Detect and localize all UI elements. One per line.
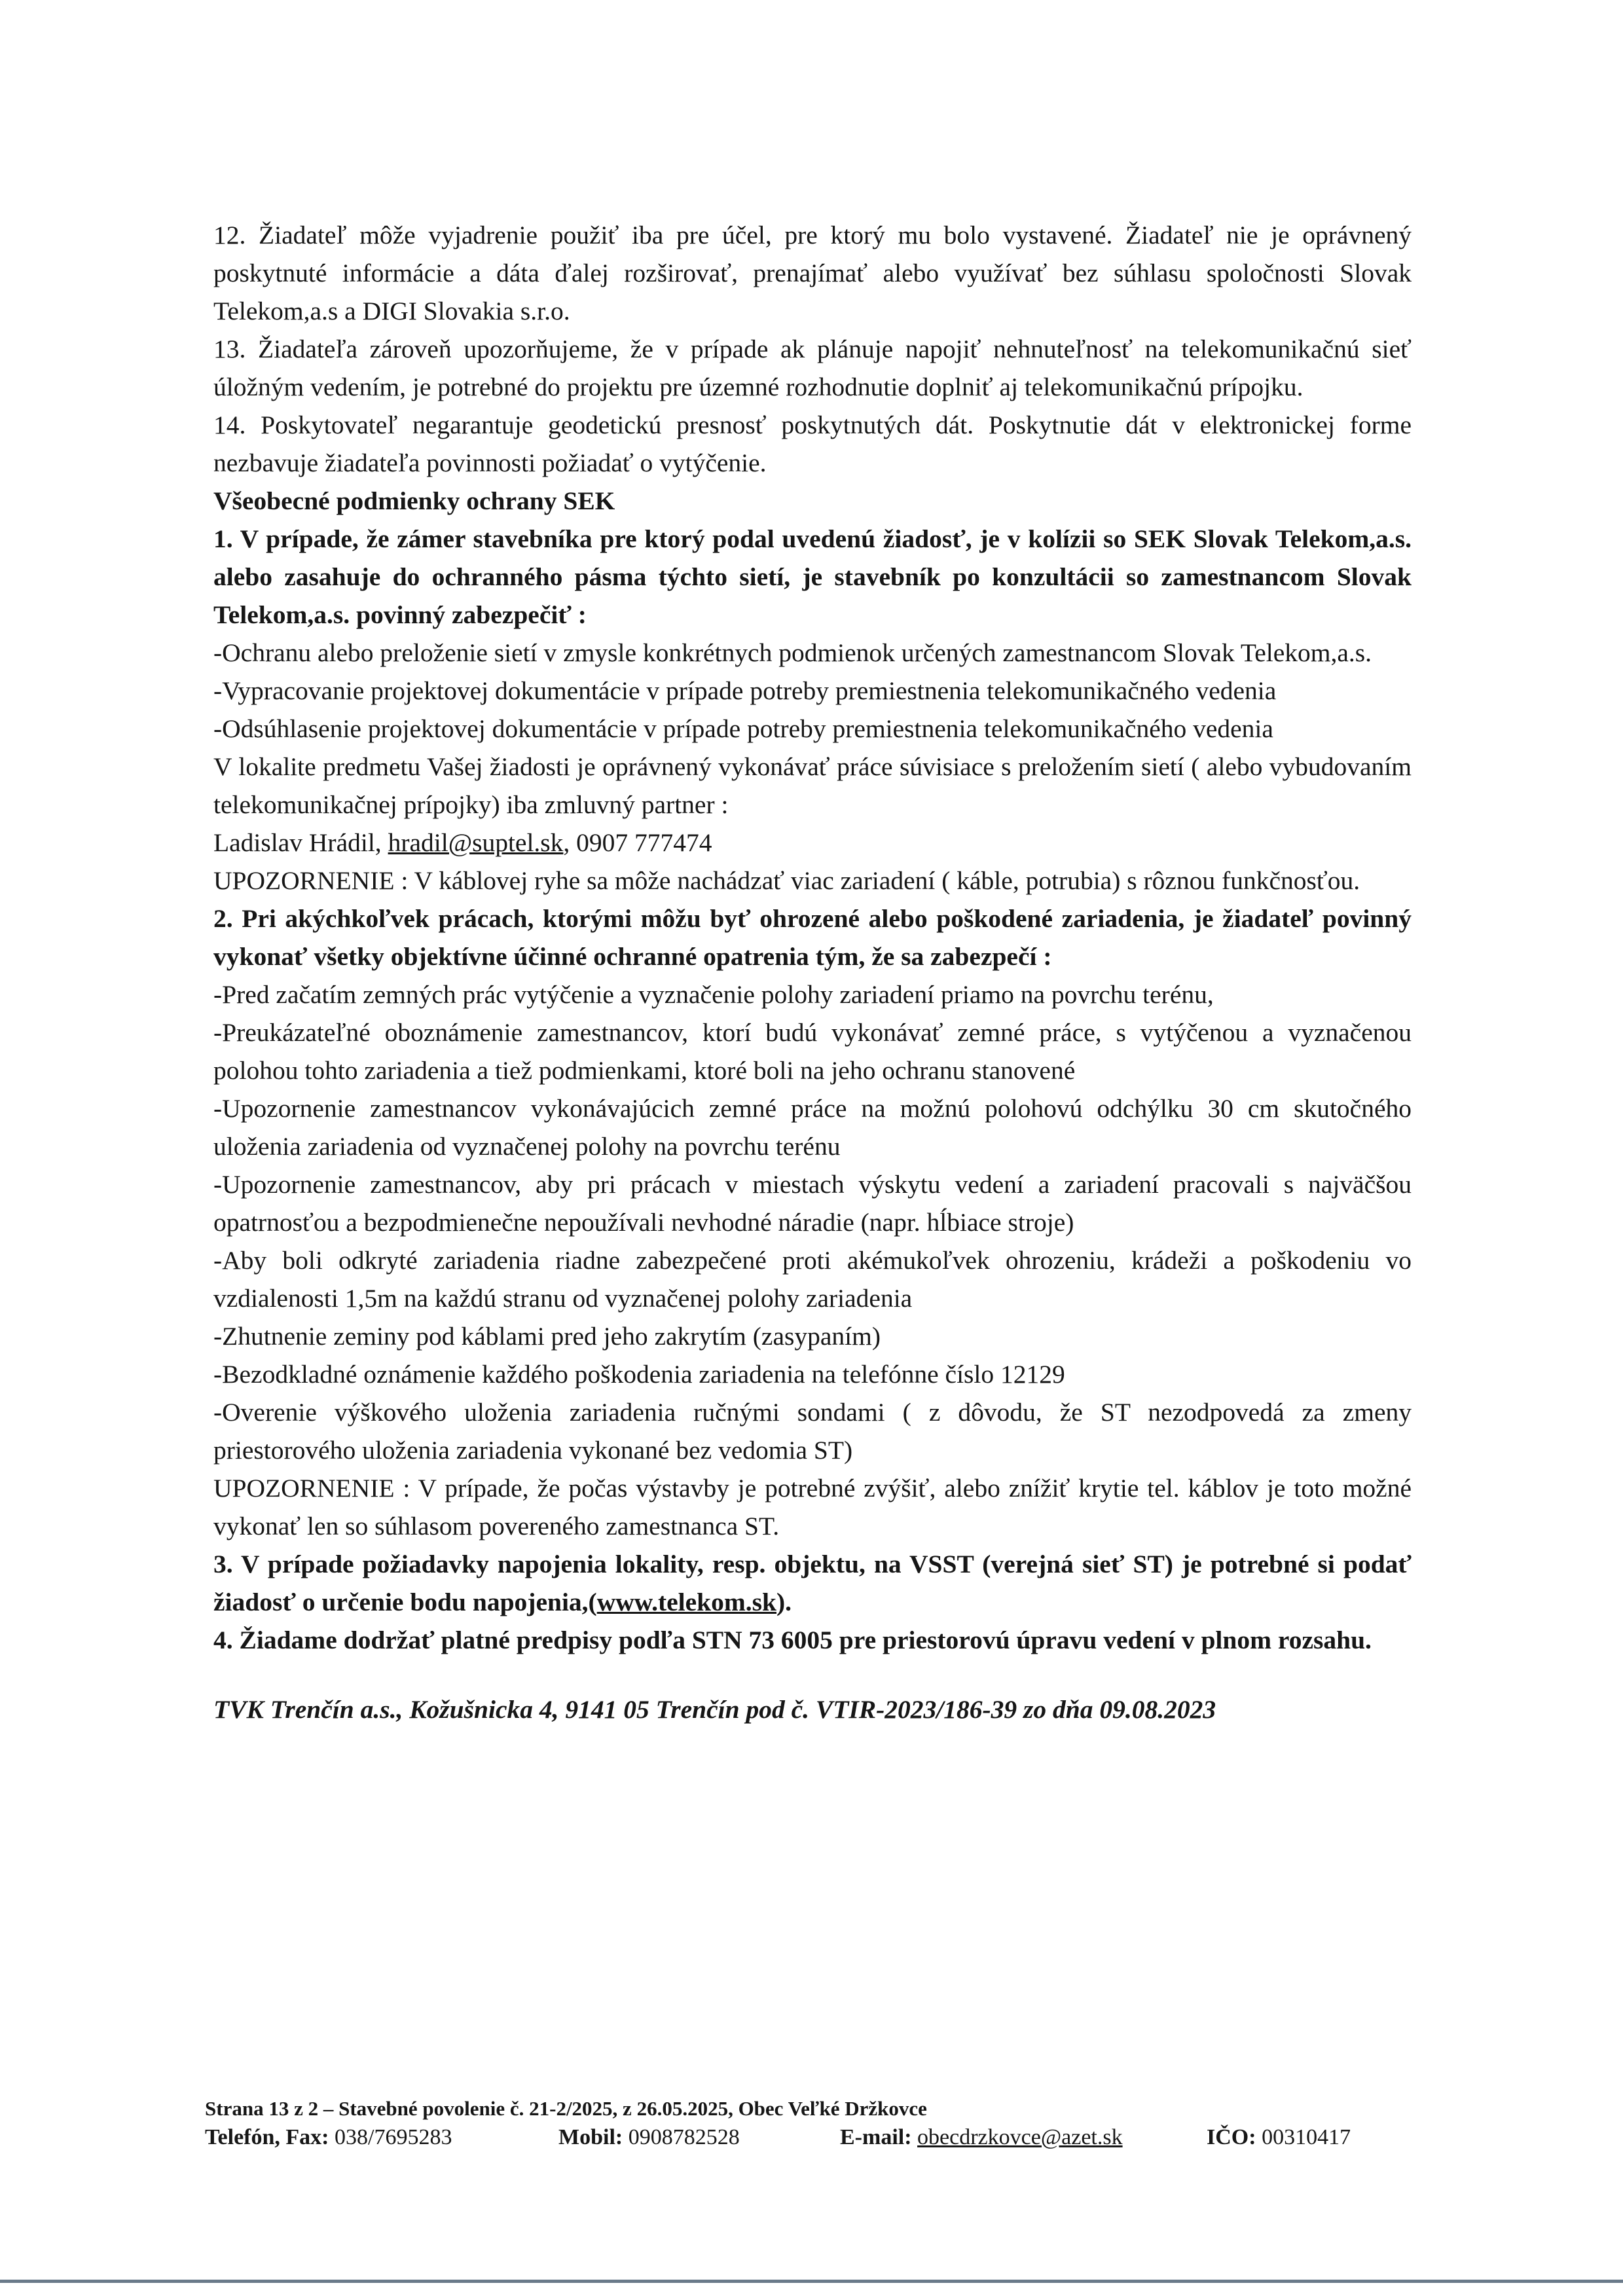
condition-3-tail: ). xyxy=(776,1588,792,1616)
footer-contacts xyxy=(205,2123,1403,2153)
contact-name: Ladislav Hrádil, xyxy=(213,828,382,857)
section-heading: Všeobecné podmienky ochrany SEK xyxy=(213,486,615,515)
condition-2-item-g: -Bezodkladné oznámenie každého poškodenia zariadenia na telefónne číslo 12129 xyxy=(213,1360,1065,1389)
condition-2-item-f: -Zhutnenie zeminy pod káblami pred jeho zakrytím (zasypaním) xyxy=(213,1322,881,1351)
warning-1: UPOZORNENIE : V káblovej ryhe sa môže nachádzať viac zariadení ( káble, potrubia) s rôznou funkčnosťou. xyxy=(213,866,1360,895)
telekom-link[interactable]: www.telekom.sk xyxy=(596,1588,777,1616)
footer-ico-value: 00310417 xyxy=(1256,2125,1351,2149)
footer-email-link[interactable]: obecdrzkovce@azet.sk xyxy=(917,2125,1123,2149)
paragraph-13: 13. Žiadateľa zároveň upozorňujeme, že v prípade ak plánuje napojiť nehnuteľnosť na telekomunikačnú sieť úložným vedením, je potrebné do projektu pre územné rozhodnutie doplniť aj telekomunikačnú prípojku. xyxy=(213,335,1412,401)
condition-1: 1. V prípade, že zámer stavebníka pre ktorý podal uvedenú žiadosť, je v kolízii so SEK Slovak Telekom,a.s. alebo zasahuje do ochranného pásma týchto sietí, je stavebník po konzultácii so zamestnancom Slovak Telekom,a.s. povinný zabezpečiť : xyxy=(213,524,1412,629)
footer-email-label: E-mail: xyxy=(840,2125,912,2149)
footer-phone-value: 038/7695283 xyxy=(329,2125,452,2149)
page-footer xyxy=(205,2095,1403,2153)
condition-1-item-c: -Odsúhlasenie projektovej dokumentácie v prípade potreby premiestnenia telekomunikačného vedenia xyxy=(213,714,1273,743)
contact-line xyxy=(213,824,1412,862)
paragraph-12: 12. Žiadateľ môže vyjadrenie použiť iba pre účel, pre ktorý mu bolo vystavené. Žiadateľ nie je oprávnený poskytnuté informácie a dáta ďalej rozširovať, prenajímať alebo využívať bez súhlasu spoločnosti Slovak Telekom,a.s a DIGI Slovakia s.r.o. xyxy=(213,221,1412,325)
contact-phone: , 0907 777474 xyxy=(563,828,712,857)
condition-1-item-a: -Ochranu alebo preloženie sietí v zmysle konkrétnych podmienok určených zamestnancom Slovak Telekom,a.s. xyxy=(213,638,1372,667)
warning-2: UPOZORNENIE : V prípade, že počas výstavby je potrebné zvýšiť, alebo znížiť krytie tel. káblov je toto možné vykonať len so súhlasom povereného zamestnanca ST. xyxy=(213,1474,1412,1540)
condition-2-item-c: -Upozornenie zamestnancov vykonávajúcich zemné práce na možnú polohovú odchýlku 30 cm skutočného uloženia zariadenia od vyznačenej polohy na povrchu terénu xyxy=(213,1094,1412,1161)
condition-3-text: 3. V prípade požiadavky napojenia lokality, resp. objektu, na VSST (verejná sieť ST) je potrebné si podať žiadosť o určenie bodu napojenia,( xyxy=(213,1550,1412,1616)
condition-2-item-b: -Preukázateľné oboznámenie zamestnancov, ktorí budú vykonávať zemné práce, s vytýčenou a vyznačenou polohou tohto zariadenia a tiež podmienkami, ktoré boli na jeho ochranu stanovené xyxy=(213,1018,1412,1085)
contact-email-link[interactable]: hradil@suptel.sk xyxy=(388,828,564,857)
condition-2: 2. Pri akýchkoľvek prácach, ktorými môžu byť ohrozené alebo poškodené zariadenia, je žiadateľ povinný vykonať všetky objektívne účinné ochranné opatrenia tým, že sa zabezpečí : xyxy=(213,904,1412,971)
document-body xyxy=(213,216,1412,1728)
reference-signature: TVK Trenčín a.s., Kožušnicka 4, 9141 05 Trenčín pod č. VTIR-2023/186-39 zo dňa 09.08.2023 xyxy=(213,1695,1216,1724)
condition-2-item-d: -Upozornenie zamestnancov, aby pri prácach v miestach výskytu vedení a zariadení pracovali s najväčšou opatrnosťou a bezpodmienečne nepoužívali nevhodné náradie (napr. hĺbiace stroje) xyxy=(213,1170,1412,1237)
condition-2-item-e: -Aby boli odkryté zariadenia riadne zabezpečené proti akémukoľvek ohrozeniu, krádeži a poškodeniu vo vzdialenosti 1,5m na každú stranu od vyznačenej polohy zariadenia xyxy=(213,1246,1412,1313)
footer-page-info: Strana 13 z 2 – Stavebné povolenie č. 21-2/2025, z 26.05.2025, Obec Veľké Držkovce xyxy=(205,2097,927,2120)
condition-3 xyxy=(213,1545,1412,1621)
footer-mobile-label: Mobil: xyxy=(558,2125,623,2149)
condition-1-partner-note: V lokalite predmetu Vašej žiadosti je oprávnený vykonávať práce súvisiace s preložením sietí ( alebo vybudovaním telekomunikačnej prípojky) iba zmluvný partner : xyxy=(213,752,1412,819)
paragraph-14: 14. Poskytovateľ negarantuje geodetickú presnosť poskytnutých dát. Poskytnutie dát v elektronickej forme nezbavuje žiadateľa povinnosti požiadať o vytýčenie. xyxy=(213,410,1412,477)
condition-2-item-h: -Overenie výškového uloženia zariadenia ručnými sondami ( z dôvodu, že ST nezodpovedá za zmeny priestorového uloženia zariadenia vykonané bez vedomia ST) xyxy=(213,1398,1412,1465)
footer-mobile xyxy=(558,2123,840,2153)
footer-phone-label: Telefón, Fax: xyxy=(205,2125,329,2149)
condition-2-item-a: -Pred začatím zemných prác vytýčenie a vyznačenie polohy zariadení priamo na povrchu terénu, xyxy=(213,980,1214,1009)
footer-phone xyxy=(205,2123,558,2153)
bottom-divider xyxy=(0,2280,1623,2283)
condition-1-item-b: -Vypracovanie projektovej dokumentácie v prípade potreby premiestnenia telekomunikačného vedenia xyxy=(213,676,1277,705)
spacer xyxy=(213,1659,1412,1690)
footer-mobile-value: 0908782528 xyxy=(623,2125,740,2149)
footer-ico xyxy=(1207,2123,1403,2153)
condition-4: 4. Žiadame dodržať platné predpisy podľa STN 73 6005 pre priestorovú úpravu vedení v plnom rozsahu. xyxy=(213,1626,1372,1654)
footer-ico-label: IČO: xyxy=(1207,2125,1256,2149)
footer-email xyxy=(840,2123,1207,2153)
